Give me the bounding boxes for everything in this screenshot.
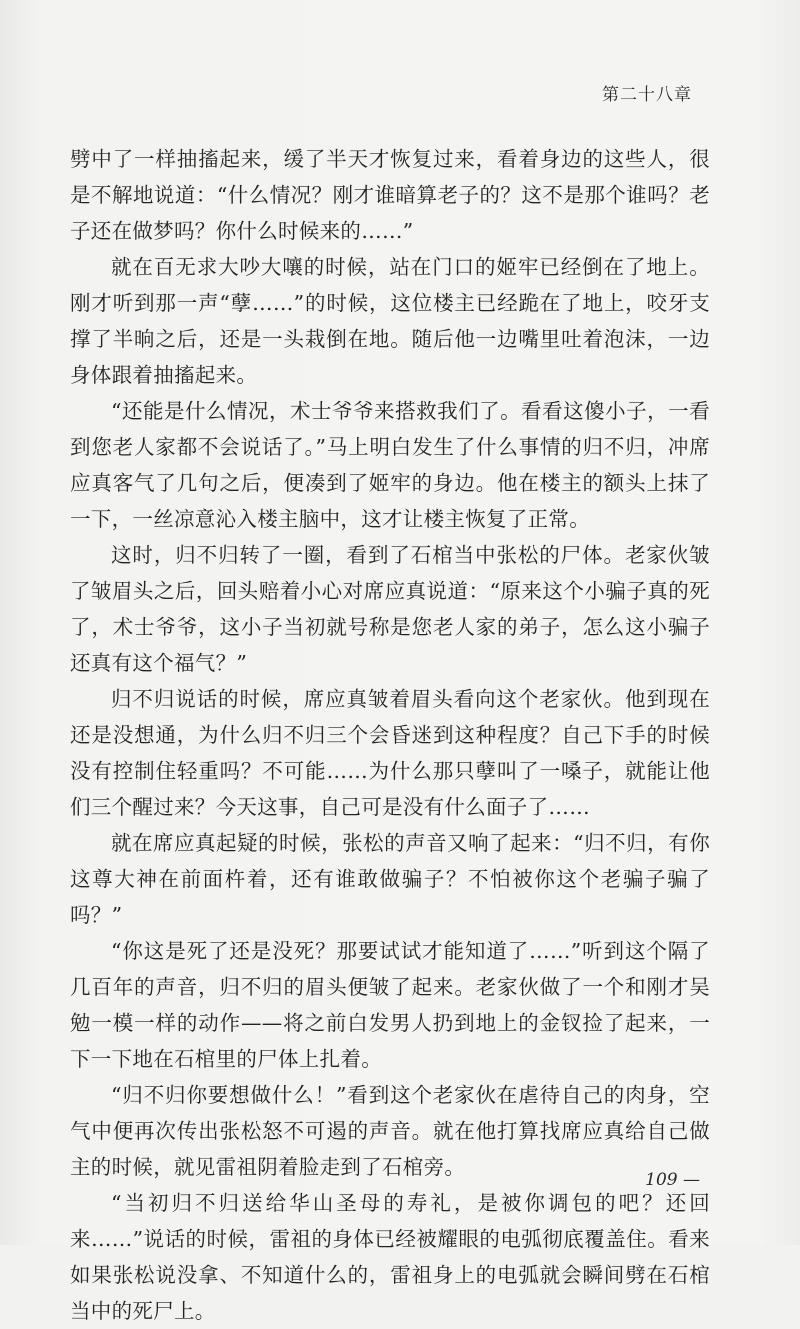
paragraph-4: 这时，归不归转了一圈，看到了石棺当中张松的尸体。老家伙皱了皱眉头之后，回头赔着小心对席应真说道：“原来这个小骗子真的死了，术士爷爷，这小子当初就号称是您老人家的弟子，怎么这小骗子还真有这个福气？” bbox=[70, 543, 710, 675]
paragraph-7: “你这是死了还是没死？那要试试才能知道了……”听到这个隔了几百年的声音，归不归的眉头便皱了起来。老家伙做了一个和刚才吴勉一模一样的动作——将之前白发男人扔到地上的金钗捡了起来，一下一下地在石棺里的尸体上扎着。 bbox=[70, 939, 710, 1071]
body-text bbox=[70, 141, 710, 1329]
paragraph-2: 就在百无求大吵大嚷的时候，站在门口的姬牢已经倒在了地上。刚才听到那一声“孽……”的时候，这位楼主已经跪在了地上，咬牙支撑了半晌之后，还是一头栽倒在地。随后他一边嘴里吐着泡沫，一边身体跟着抽搐起来。 bbox=[70, 255, 710, 387]
paragraph-3: “还能是什么情况，术士爷爷来搭救我们了。看看这傻小子，一看到您老人家都不会说话了。”马上明白发生了什么事情的归不归，冲席应真客气了几句之后，便凑到了姬牢的身边。他在楼主的额头上抹了一下，一丝凉意沁入楼主脑中，这才让楼主恢复了正常。 bbox=[70, 399, 710, 531]
chapter-heading: 第二十八章 bbox=[602, 85, 692, 105]
paragraph-8: “归不归你要想做什么！”看到这个老家伙在虐待自己的肉身，空气中便再次传出张松怒不可遏的声音。就在他打算找席应真给自己做主的时候，就见雷祖阴着脸走到了石棺旁。 bbox=[70, 1083, 710, 1179]
page-number: 109 — bbox=[645, 1170, 700, 1190]
paragraph-1: 劈中了一样抽搐起来，缓了半天才恢复过来，看着身边的这些人，很是不解地说道：“什么情况？刚才谁暗算老子的？这不是那个谁吗？老子还在做梦吗？你什么时候来的……” bbox=[70, 147, 710, 243]
paragraph-5: 归不归说话的时候，席应真皱着眉头看向这个老家伙。他到现在还是没想通，为什么归不归三个会昏迷到这种程度？自己下手的时候没有控制住轻重吗？不可能……为什么那只孽叫了一嗓子，就能让他们三个醒过来？今天这事，自己可是没有什么面子了…… bbox=[70, 687, 710, 819]
paragraph-6: 就在席应真起疑的时候，张松的声音又响了起来：“归不归，有你这尊大神在前面杵着，还有谁敢做骗子？不怕被你这个老骗子骗了吗？” bbox=[70, 831, 710, 927]
paragraph-9: “当初归不归送给华山圣母的寿礼，是被你调包的吧？还回来……”说话的时候，雷祖的身体已经被耀眼的电弧彻底覆盖住。看来如果张松说没拿、不知道什么的，雷祖身上的电弧就会瞬间劈在石棺当中的死尸上。 bbox=[70, 1191, 710, 1323]
